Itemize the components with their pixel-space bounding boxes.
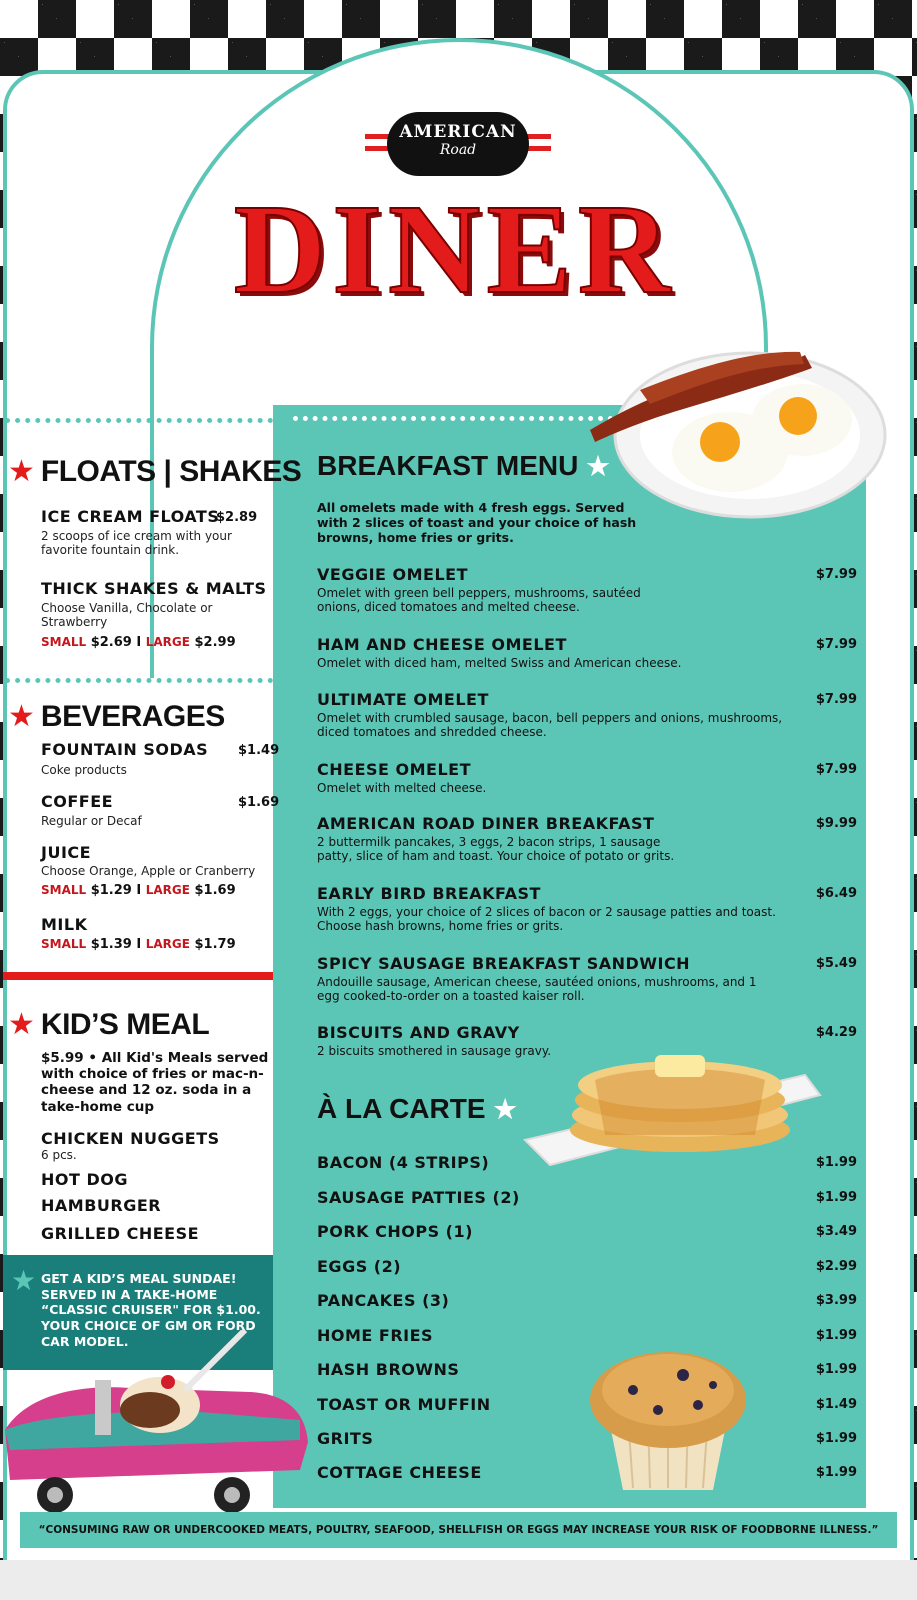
item-price: $6.49 xyxy=(815,886,857,901)
item-desc: With 2 eggs, your choice of 2 slices of bacon or 2 sausage patties and toast. Choose hash browns, home fries or grits. xyxy=(317,905,776,934)
item-name: SAUSAGE PATTIES (2) xyxy=(317,1188,520,1207)
item-price: $1.99 xyxy=(815,1465,857,1480)
item-desc: Omelet with melted cheese. xyxy=(317,781,487,795)
menu-item xyxy=(317,690,857,740)
item-desc: Omelet with green bell peppers, mushrooms, sautéed onions, diced tomatoes and melted cheese. xyxy=(317,586,641,615)
item-price: $5.49 xyxy=(815,956,857,971)
small-label: SMALL xyxy=(41,937,87,951)
carte-item xyxy=(317,1222,857,1241)
item-price: $1.99 xyxy=(815,1431,857,1446)
muffin-image xyxy=(588,1345,748,1495)
item-price: $1.99 xyxy=(815,1190,857,1205)
menu-item xyxy=(317,814,857,864)
breakfast-menu-heading xyxy=(317,450,610,482)
item-name: EGGS (2) xyxy=(317,1257,402,1276)
item-name: PANCAKES (3) xyxy=(317,1291,450,1310)
item-price: $7.99 xyxy=(815,637,857,652)
chicken-nuggets-desc: 6 pcs. xyxy=(41,1148,77,1162)
item-name: COTTAGE CHEESE xyxy=(317,1463,482,1482)
item-desc: Omelet with diced ham, melted Swiss and American cheese. xyxy=(317,656,682,670)
small-price: $1.39 xyxy=(90,937,132,952)
item-price: $7.99 xyxy=(815,567,857,582)
ice-cream-floats-price: $2.89 xyxy=(216,510,258,525)
carte-item xyxy=(317,1360,857,1379)
chicken-nuggets-name: CHICKEN NUGGETS xyxy=(41,1129,220,1148)
item-name: PORK CHOPS (1) xyxy=(317,1222,473,1241)
small-label: SMALL xyxy=(41,883,87,897)
item-name: CHEESE OMELET xyxy=(317,760,472,779)
juice-name: JUICE xyxy=(41,843,92,862)
item-price: $2.99 xyxy=(815,1259,857,1274)
item-name: GRITS xyxy=(317,1429,374,1448)
milk-name: MILK xyxy=(41,915,88,934)
thick-shakes-sizes xyxy=(41,635,236,650)
item-name: TOAST OR MUFFIN xyxy=(317,1395,491,1414)
white-star-icon: ★ xyxy=(493,1094,517,1124)
large-price: $2.99 xyxy=(194,635,236,650)
juice-sizes xyxy=(41,883,236,898)
coffee-name: COFFEE xyxy=(41,792,114,811)
item-name: HOME FRIES xyxy=(317,1326,434,1345)
item-name: BACON (4 STRIPS) xyxy=(317,1153,490,1172)
hot-dog-name: HOT DOG xyxy=(41,1170,128,1189)
item-desc: Omelet with crumbled sausage, bacon, bell peppers and onions, mushrooms, diced tomatoes and shredded cheese. xyxy=(317,711,783,740)
large-label: LARGE xyxy=(145,883,190,897)
red-star-icon: ★ xyxy=(8,454,35,489)
item-name: AMERICAN ROAD DINER BREAKFAST xyxy=(317,814,655,833)
item-price: $1.99 xyxy=(815,1362,857,1377)
section-title: KID’S MEAL xyxy=(40,1008,210,1041)
separator: I xyxy=(136,635,142,650)
thick-shakes-name: THICK SHAKES & MALTS xyxy=(41,579,267,598)
section-title: BREAKFAST MENU xyxy=(317,450,579,481)
menu-item xyxy=(317,954,857,1004)
sundae-promo-text: GET A KID’S MEAL SUNDAE! SERVED IN A TAKE-HOME “CLASSIC CRUISER" FOR $1.00. YOUR CHOICE OF GM OR FORD CAR MODEL. xyxy=(41,1271,261,1349)
large-price: $1.69 xyxy=(194,883,236,898)
diner-title: DINER xyxy=(233,178,677,320)
teal-star-icon: ★ xyxy=(11,1264,37,1297)
milk-sizes xyxy=(41,937,236,952)
bacon-eggs-image xyxy=(580,340,890,525)
item-name: VEGGIE OMELET xyxy=(317,565,469,584)
item-price: $1.99 xyxy=(815,1155,857,1170)
section-title: FLOATS | SHAKES xyxy=(40,455,302,488)
fountain-sodas-price: $1.49 xyxy=(238,743,280,758)
bottom-strip xyxy=(0,1560,917,1600)
carte-item xyxy=(317,1153,857,1172)
item-name: HAM AND CHEESE OMELET xyxy=(317,635,567,654)
coffee-price: $1.69 xyxy=(238,795,280,810)
red-divider xyxy=(3,972,273,980)
carte-item xyxy=(317,1326,857,1345)
item-price: $7.99 xyxy=(815,692,857,707)
item-price: $3.99 xyxy=(815,1293,857,1308)
ice-cream-floats-desc: 2 scoops of ice cream with your favorite fountain drink. xyxy=(41,529,232,558)
item-price: $3.49 xyxy=(815,1224,857,1239)
fountain-sodas-name: FOUNTAIN SODAS xyxy=(41,740,209,759)
red-star-icon: ★ xyxy=(8,699,35,734)
juice-desc: Choose Orange, Apple or Cranberry xyxy=(41,864,256,878)
item-price: $1.99 xyxy=(815,1328,857,1343)
item-price: $1.49 xyxy=(815,1397,857,1412)
item-name: ULTIMATE OMELET xyxy=(317,690,489,709)
small-price: $2.69 xyxy=(90,635,132,650)
item-price: $7.99 xyxy=(815,762,857,777)
pancakes-image xyxy=(515,1035,825,1170)
separator: I xyxy=(136,937,142,952)
menu-item xyxy=(317,635,857,670)
section-title: À LA CARTE xyxy=(317,1093,486,1124)
large-label: LARGE xyxy=(145,635,190,649)
carte-item xyxy=(317,1291,857,1310)
american-road-logo xyxy=(365,112,551,176)
red-star-icon: ★ xyxy=(8,1007,35,1042)
carte-item xyxy=(317,1429,857,1448)
thick-shakes-desc: Choose Vanilla, Chocolate or Strawberry xyxy=(41,601,213,630)
small-price: $1.29 xyxy=(90,883,132,898)
menu-item xyxy=(317,760,857,795)
coffee-desc: Regular or Decaf xyxy=(41,814,142,828)
white-star-icon: ★ xyxy=(586,451,610,481)
logo-badge xyxy=(387,112,529,176)
dotted-divider xyxy=(293,416,623,421)
menu-item xyxy=(317,884,857,934)
classic-cruiser-sundae-image xyxy=(0,1330,312,1515)
floats-shakes-heading xyxy=(8,455,301,489)
breakfast-intro: All omelets made with 4 fresh eggs. Served with 2 slices of toast and your choice of hash browns, home fries or grits. xyxy=(317,500,637,545)
dotted-divider xyxy=(5,678,273,683)
item-name: HASH BROWNS xyxy=(317,1360,460,1379)
item-name: SPICY SAUSAGE BREAKFAST SANDWICH xyxy=(317,954,691,973)
item-name: EARLY BIRD BREAKFAST xyxy=(317,884,541,903)
large-label: LARGE xyxy=(145,937,190,951)
beverages-heading xyxy=(8,700,225,734)
carte-item xyxy=(317,1257,857,1276)
carte-item xyxy=(317,1188,857,1207)
item-price: $4.29 xyxy=(815,1025,857,1040)
kids-meal-description: $5.99 • All Kid's Meals served with choice of fries or mac-n-cheese and 12 oz. soda in a take-home cup xyxy=(41,1050,269,1115)
hamburger-name: HAMBURGER xyxy=(41,1196,162,1215)
item-desc: 2 biscuits smothered in sausage gravy. xyxy=(317,1044,552,1058)
logo-text-american: AMERICAN xyxy=(399,122,517,142)
fountain-sodas-desc: Coke products xyxy=(41,763,127,777)
menu-item xyxy=(317,565,857,615)
section-title: BEVERAGES xyxy=(40,700,225,733)
carte-item xyxy=(317,1395,857,1414)
logo-text-road: Road xyxy=(439,142,477,158)
item-price: $9.99 xyxy=(815,816,857,831)
ice-cream-floats-name: ICE CREAM FLOATS xyxy=(41,507,220,526)
dotted-divider xyxy=(5,418,273,423)
carte-item xyxy=(317,1463,857,1482)
item-desc: 2 buttermilk pancakes, 3 eggs, 2 bacon strips, 1 sausage patty, slice of ham and toast. Your choice of potato or grits. xyxy=(317,835,675,864)
a-la-carte-heading xyxy=(317,1093,517,1125)
grilled-cheese-name: GRILLED CHEESE xyxy=(41,1224,200,1243)
foodborne-illness-disclaimer: “CONSUMING RAW OR UNDERCOOKED MEATS, POULTRY, SEAFOOD, SHELLFISH OR EGGS MAY INCREASE YOUR RISK OF FOODBORNE ILLNESS.” xyxy=(20,1512,897,1548)
item-desc: Andouille sausage, American cheese, sautéed onions, mushrooms, and 1 egg cooked-to-order on a toasted kaiser roll. xyxy=(317,975,757,1004)
kids-meal-heading xyxy=(8,1008,209,1042)
small-label: SMALL xyxy=(41,635,87,649)
item-name: BISCUITS AND GRAVY xyxy=(317,1023,520,1042)
large-price: $1.79 xyxy=(194,937,236,952)
separator: I xyxy=(136,883,142,898)
